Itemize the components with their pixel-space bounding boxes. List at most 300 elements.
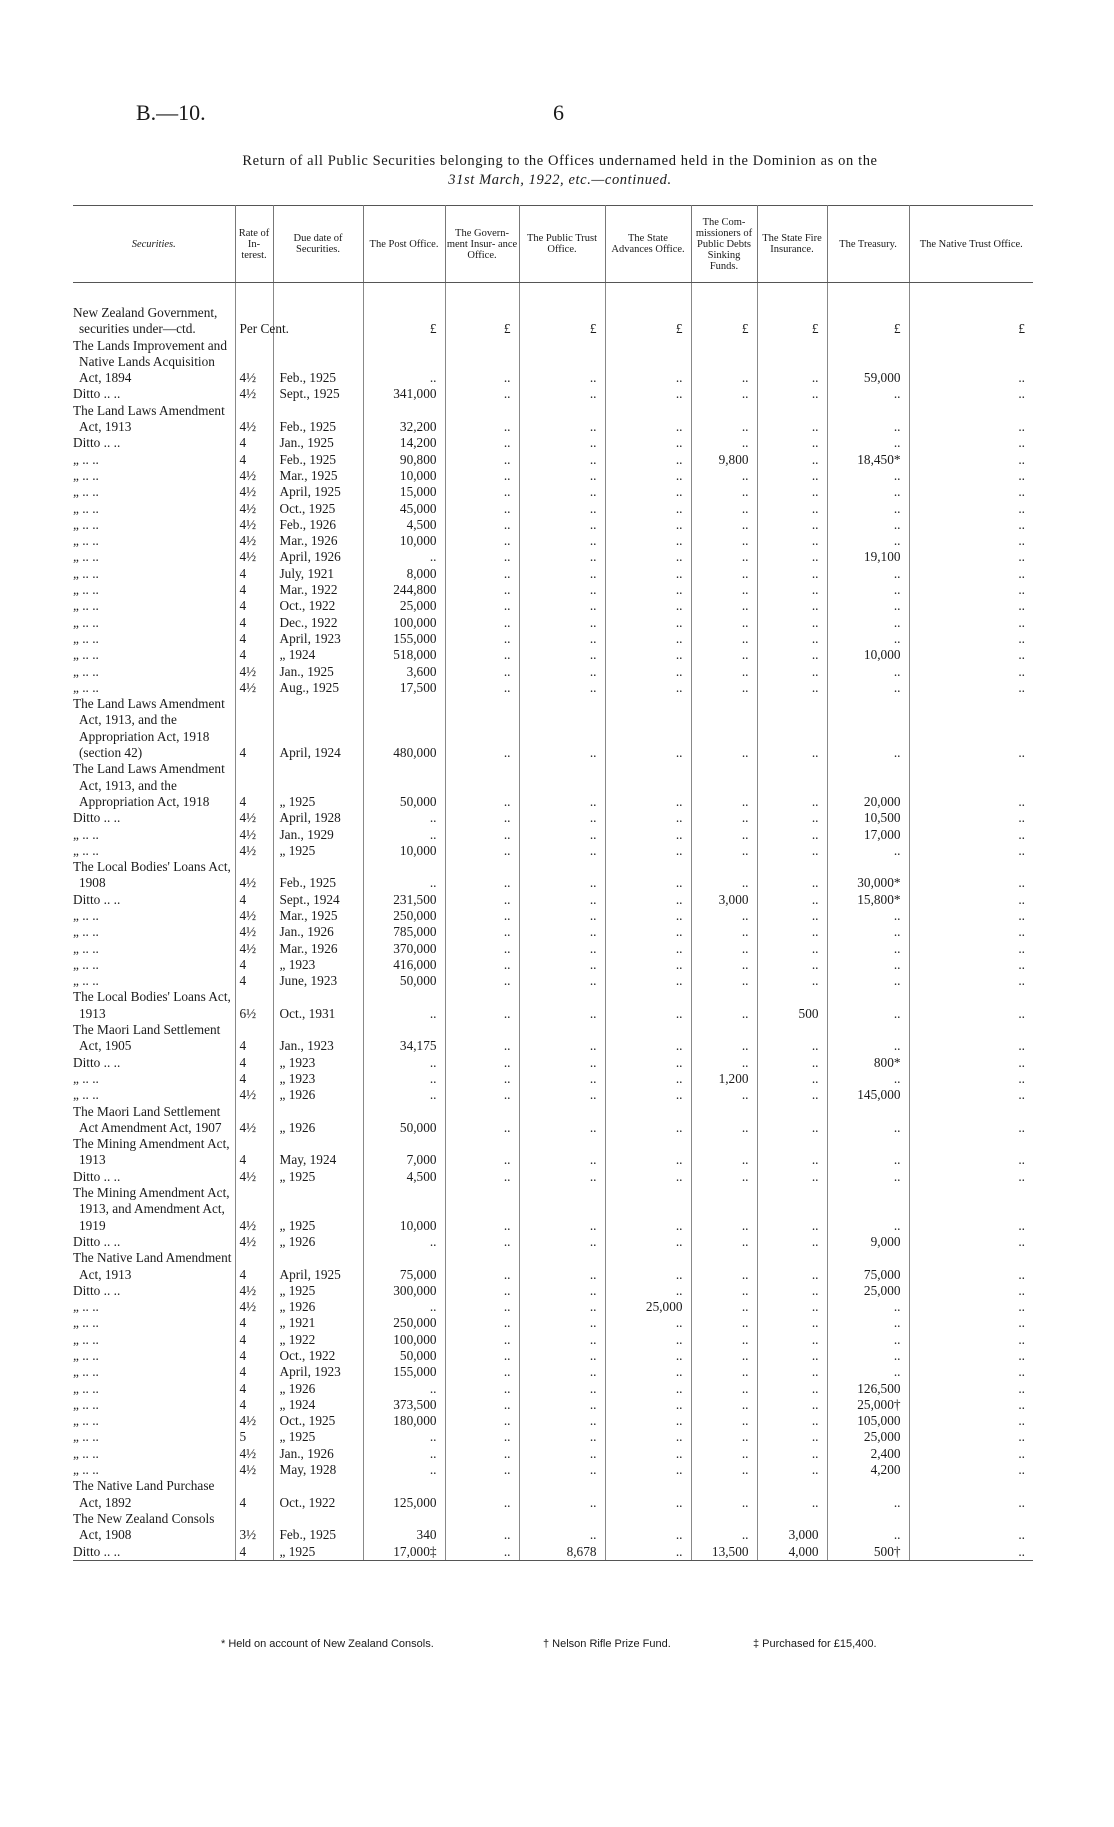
table-cell: ..	[519, 1381, 605, 1397]
table-cell: „ .. ..	[73, 452, 235, 468]
table-cell: ..	[605, 1348, 691, 1364]
table-cell: Oct., 1922	[273, 1348, 363, 1364]
table-cell: ..	[827, 941, 909, 957]
column-header: The Post Office.	[363, 206, 445, 283]
footnote-rifle-fund: † Nelson Rifle Prize Fund.	[543, 1638, 671, 1650]
table-cell: ..	[445, 908, 519, 924]
table-cell: The Native Land Amendment Act, 1913	[73, 1250, 235, 1283]
table-row	[73, 1332, 1033, 1348]
table-cell: ..	[691, 843, 757, 859]
table-cell: 125,000	[363, 1478, 445, 1511]
table-cell: ..	[605, 631, 691, 647]
table-cell: ..	[445, 957, 519, 973]
column-header: The Govern- ment Insur- ance Office.	[445, 206, 519, 283]
table-cell: ..	[1018, 614, 1025, 630]
table-cell: ..	[519, 680, 605, 696]
table-cell: 50,000	[363, 1104, 445, 1137]
table-cell: ..	[363, 810, 445, 826]
table-row	[73, 1381, 1033, 1397]
table-cell: ..	[519, 664, 605, 680]
table-cell: ..	[445, 1022, 519, 1055]
table-cell: ..	[445, 1332, 519, 1348]
table-cell: ..	[519, 452, 605, 468]
table-cell: ..	[445, 1169, 519, 1185]
table-cell: Dec., 1922	[273, 615, 363, 631]
table-cell: 4	[235, 892, 273, 908]
table-row	[73, 1299, 1033, 1315]
table-cell: ..	[605, 1381, 691, 1397]
table-cell: 4½	[235, 827, 273, 843]
table-cell: ..	[691, 1185, 757, 1234]
table-cell: ..	[519, 549, 605, 565]
table-cell: ..	[827, 680, 909, 696]
table-cell: ..	[363, 1055, 445, 1071]
table-cell: ..	[1018, 1152, 1025, 1168]
table-cell: ..	[827, 957, 909, 973]
table-row	[73, 827, 1033, 843]
column-header: The State Fire Insurance.	[757, 206, 827, 283]
table-cell: ..	[605, 484, 691, 500]
table-cell: 4½	[235, 468, 273, 484]
table-cell: „ .. ..	[73, 1087, 235, 1103]
table-cell: ..	[1018, 842, 1025, 858]
table-cell: „ .. ..	[73, 908, 235, 924]
table-cell: ..	[691, 468, 757, 484]
table-cell: „ .. ..	[73, 647, 235, 663]
table-cell: ..	[1018, 745, 1025, 761]
table-row	[73, 484, 1033, 500]
table-cell: 30,000*	[827, 859, 909, 892]
table-cell: ..	[757, 1332, 827, 1348]
table-cell: 59,000	[827, 338, 909, 387]
table-cell: ..	[757, 908, 827, 924]
table-cell: ..	[691, 435, 757, 451]
table-cell: 4	[235, 1136, 273, 1169]
table-cell: ..	[757, 1071, 827, 1087]
table-cell: ..	[519, 533, 605, 549]
table-cell: ..	[1018, 582, 1025, 598]
table-cell: ..	[1018, 565, 1025, 581]
table-cell: Ditto .. ..	[73, 435, 235, 451]
table-cell: 4½	[235, 859, 273, 892]
table-cell: ..	[1018, 973, 1025, 989]
table-cell: ..	[691, 1022, 757, 1055]
table-cell: ..	[519, 1104, 605, 1137]
table-cell: ..	[757, 484, 827, 500]
table-cell: ..	[757, 1315, 827, 1331]
table-cell: ..	[757, 452, 827, 468]
table-cell: ..	[1018, 1282, 1025, 1298]
table-cell: 4	[235, 566, 273, 582]
table-cell: ..	[691, 1397, 757, 1413]
table-cell: 45,000	[363, 501, 445, 517]
table-cell: ..	[757, 664, 827, 680]
table-cell: ..	[519, 484, 605, 500]
table-cell: ..	[445, 664, 519, 680]
table-cell: ..	[363, 989, 445, 1022]
table-cell: ..	[757, 827, 827, 843]
table-cell: ..	[519, 908, 605, 924]
table-row	[73, 1022, 1033, 1055]
table-cell: ..	[605, 647, 691, 663]
table-cell: „ 1925	[273, 1169, 363, 1185]
table-row	[73, 859, 1033, 892]
table-cell: June, 1923	[273, 973, 363, 989]
table-cell: 4½	[235, 1169, 273, 1185]
table-cell: 32,200	[363, 403, 445, 436]
table-cell: ..	[691, 484, 757, 500]
table-cell: „ 1925	[273, 843, 363, 859]
table-cell	[519, 283, 605, 306]
table-cell: ..	[519, 1462, 605, 1478]
table-cell: April, 1923	[273, 1364, 363, 1380]
table-cell: ..	[827, 484, 909, 500]
table-cell: „ .. ..	[73, 680, 235, 696]
table-cell: ..	[445, 582, 519, 598]
table-cell: ..	[605, 892, 691, 908]
table-cell: Ditto .. ..	[73, 810, 235, 826]
table-cell: 14,200	[363, 435, 445, 451]
table-cell: ..	[757, 761, 827, 810]
table-cell: ..	[691, 403, 757, 436]
table-cell: ..	[445, 1104, 519, 1137]
table-cell: ..	[445, 761, 519, 810]
table-cell: ..	[445, 680, 519, 696]
table-cell: ..	[445, 1397, 519, 1413]
table-cell: ..	[605, 908, 691, 924]
table-row	[73, 1104, 1033, 1137]
table-cell: „ .. ..	[73, 582, 235, 598]
table-cell: 4	[235, 1055, 273, 1071]
table-cell: ..	[605, 1104, 691, 1137]
table-cell: ..	[519, 517, 605, 533]
table-row	[73, 1413, 1033, 1429]
table-cell: „ .. ..	[73, 598, 235, 614]
table-cell: ..	[691, 386, 757, 402]
table-cell: ..	[757, 1462, 827, 1478]
table-cell: 4½	[235, 1087, 273, 1103]
table-cell: 3,600	[363, 664, 445, 680]
table-cell: 4	[235, 1250, 273, 1283]
table-cell: ..	[757, 1429, 827, 1445]
table-cell: ..	[519, 1397, 605, 1413]
table-cell: 4	[235, 1071, 273, 1087]
table-cell: ..	[757, 1136, 827, 1169]
table-cell: ..	[757, 973, 827, 989]
table-cell: 4	[235, 1478, 273, 1511]
table-cell: ..	[1018, 1054, 1025, 1070]
table-cell: „ .. ..	[73, 1299, 235, 1315]
table-cell: ..	[445, 549, 519, 565]
table-cell: Feb., 1926	[273, 517, 363, 533]
table-cell: ..	[445, 1478, 519, 1511]
table-cell: 4½	[235, 664, 273, 680]
table-cell: 8,678	[519, 1544, 605, 1561]
table-cell: ..	[757, 1185, 827, 1234]
table-cell	[827, 283, 909, 306]
table-cell: ..	[519, 1087, 605, 1103]
table-cell: ..	[827, 1299, 909, 1315]
table-cell: ..	[519, 1071, 605, 1087]
table-cell: 370,000	[363, 941, 445, 957]
table-cell: 100,000	[363, 1332, 445, 1348]
table-cell: 10,000	[363, 843, 445, 859]
table-cell: ..	[519, 810, 605, 826]
table-cell: ..	[1018, 1429, 1025, 1445]
table-cell: „ .. ..	[73, 1348, 235, 1364]
table-cell: 17,000‡	[363, 1544, 445, 1561]
table-row	[73, 517, 1033, 533]
table-cell: ..	[445, 452, 519, 468]
table-row	[73, 533, 1033, 549]
table-cell: The Local Bodies' Loans Act, 1908	[73, 859, 235, 892]
table-cell: ..	[827, 1071, 909, 1087]
table-cell: ..	[519, 1511, 605, 1544]
table-row	[73, 1364, 1033, 1380]
table-cell: 6½	[235, 989, 273, 1022]
table-row	[73, 549, 1033, 565]
table-cell: Ditto .. ..	[73, 892, 235, 908]
table-cell: ..	[605, 1283, 691, 1299]
table-cell: 4	[235, 435, 273, 451]
table-cell: 75,000	[363, 1250, 445, 1283]
table-cell: „ .. ..	[73, 549, 235, 565]
table-cell: ..	[605, 680, 691, 696]
table-row	[73, 843, 1033, 859]
table-cell: ..	[445, 435, 519, 451]
table-cell: 3,000	[691, 892, 757, 908]
table-cell: „ .. ..	[73, 566, 235, 582]
table-cell: 341,000	[363, 386, 445, 402]
securities-table	[73, 205, 1033, 1561]
table-cell: ..	[605, 386, 691, 402]
table-cell: ..	[445, 696, 519, 761]
table-cell: ..	[445, 566, 519, 582]
table-cell: ..	[757, 680, 827, 696]
table-cell: 4	[235, 615, 273, 631]
table-cell: ..	[1018, 940, 1025, 956]
table-cell: ..	[605, 403, 691, 436]
table-cell: ..	[605, 989, 691, 1022]
table-cell: 4	[235, 1544, 273, 1561]
table-cell: 4	[235, 582, 273, 598]
table-cell: ..	[519, 403, 605, 436]
table-cell: Ditto .. ..	[73, 1055, 235, 1071]
table-cell: ..	[605, 1462, 691, 1478]
table-cell: ..	[519, 973, 605, 989]
table-cell: Mar., 1925	[273, 468, 363, 484]
table-cell: 4½	[235, 484, 273, 500]
table-cell: ..	[605, 1087, 691, 1103]
table-cell: July, 1921	[273, 566, 363, 582]
table-cell: 4,200	[827, 1462, 909, 1478]
table-cell: ..	[519, 1348, 605, 1364]
table-cell: 25,000	[363, 598, 445, 614]
table-cell: ..	[445, 1283, 519, 1299]
title-line-1: Return of all Public Securities belonging to the Offices undernamed held in the Dominion as on the	[242, 153, 878, 169]
table-cell: ..	[605, 696, 691, 761]
table-cell: ..	[445, 1071, 519, 1087]
table-cell: „ .. ..	[73, 664, 235, 680]
table-cell: Aug., 1925	[273, 680, 363, 696]
table-cell: 785,000	[363, 924, 445, 940]
table-cell: 4	[235, 761, 273, 810]
table-cell: ..	[445, 924, 519, 940]
table-cell: ..	[605, 1022, 691, 1055]
table-cell: ..	[605, 435, 691, 451]
table-cell: ..	[445, 1462, 519, 1478]
table-cell: „ 1925	[273, 1429, 363, 1445]
table-cell: ..	[827, 1332, 909, 1348]
table-cell: „ .. ..	[73, 957, 235, 973]
table-cell: £	[445, 305, 519, 338]
table-cell: The Lands Improvement and Native Lands Acquisition Act, 1894	[73, 338, 235, 387]
table-cell: 13,500	[691, 1544, 757, 1561]
table-cell: ..	[605, 566, 691, 582]
table-cell: ..	[691, 1169, 757, 1185]
table-cell: „ .. ..	[73, 1429, 235, 1445]
table-cell: The Mining Amendment Act, 1913, and Amendment Act, 1919	[73, 1185, 235, 1234]
table-cell: ..	[1018, 1217, 1025, 1233]
table-cell: Jan., 1926	[273, 924, 363, 940]
table-cell: 4	[235, 1364, 273, 1380]
table-cell: 25,000	[827, 1429, 909, 1445]
table-cell: ..	[445, 615, 519, 631]
table-cell: ..	[1018, 1494, 1025, 1510]
table-cell: ..	[691, 827, 757, 843]
table-cell: ..	[605, 1413, 691, 1429]
table-cell: ..	[445, 892, 519, 908]
table-cell: ..	[605, 1511, 691, 1544]
table-cell: ..	[605, 941, 691, 957]
table-cell: ..	[605, 1055, 691, 1071]
table-cell: 4½	[235, 549, 273, 565]
table-cell: ..	[691, 1315, 757, 1331]
table-cell: ..	[519, 468, 605, 484]
table-cell: 340	[363, 1511, 445, 1544]
table-cell: „ 1926	[273, 1299, 363, 1315]
table-cell: „ .. ..	[73, 973, 235, 989]
table-cell: ..	[827, 908, 909, 924]
table-cell	[235, 283, 273, 306]
table-cell: ..	[519, 1169, 605, 1185]
table-cell: ..	[1018, 467, 1025, 483]
table-cell: ..	[757, 501, 827, 517]
table-cell: ..	[445, 859, 519, 892]
table-cell: ..	[605, 452, 691, 468]
table-cell: 4,500	[363, 517, 445, 533]
table-cell: ..	[445, 1544, 519, 1561]
table-cell: ..	[757, 582, 827, 598]
table-cell: ..	[519, 1299, 605, 1315]
table-cell: ..	[691, 859, 757, 892]
table-cell: ..	[519, 761, 605, 810]
table-cell: ..	[691, 1446, 757, 1462]
table-cell: ..	[827, 843, 909, 859]
table-cell: ..	[757, 810, 827, 826]
table-cell: ..	[827, 1185, 909, 1234]
table-cell: 4½	[235, 338, 273, 387]
table-cell: ..	[519, 1136, 605, 1169]
table-cell: ..	[827, 664, 909, 680]
table-cell: ..	[827, 1169, 909, 1185]
table-cell: „ .. ..	[73, 1315, 235, 1331]
table-cell: ..	[445, 484, 519, 500]
table-cell: ..	[827, 468, 909, 484]
table-cell: 4	[235, 696, 273, 761]
table-cell: The Land Laws Amendment Act, 1913	[73, 403, 235, 436]
table-cell: ..	[827, 615, 909, 631]
table-cell: ..	[605, 1071, 691, 1087]
table-cell: 4½	[235, 1234, 273, 1250]
table-cell: Per Cent.	[235, 305, 273, 338]
column-header: Rate of In- terest.	[235, 206, 273, 283]
table-cell: ..	[1018, 810, 1025, 826]
table-cell: New Zealand Government, securities under—ctd.	[73, 305, 235, 338]
table-cell: ..	[691, 1332, 757, 1348]
table-cell: „ 1923	[273, 957, 363, 973]
table-cell: ..	[691, 1364, 757, 1380]
table-cell: „ .. ..	[73, 615, 235, 631]
table-cell: ..	[757, 1234, 827, 1250]
table-cell: ..	[445, 1250, 519, 1283]
table-cell: ..	[691, 696, 757, 761]
table-cell: 8,000	[363, 566, 445, 582]
table-cell: ..	[605, 810, 691, 826]
table-cell: 10,000	[363, 468, 445, 484]
table-cell: The New Zealand Consols Act, 1908	[73, 1511, 235, 1544]
table-cell: 5	[235, 1429, 273, 1445]
table-row	[73, 696, 1033, 761]
table-cell: „ .. ..	[73, 827, 235, 843]
table-row	[73, 1071, 1033, 1087]
table-cell: ..	[605, 1446, 691, 1462]
table-cell: ..	[691, 1511, 757, 1544]
table-cell: ..	[1018, 1005, 1025, 1021]
table-cell: The Local Bodies' Loans Act, 1913	[73, 989, 235, 1022]
table-cell: ..	[757, 1283, 827, 1299]
table-cell: ..	[605, 598, 691, 614]
table-row	[73, 1283, 1033, 1299]
table-cell: ..	[757, 924, 827, 940]
table-cell: April, 1925	[273, 484, 363, 500]
table-row	[73, 1087, 1033, 1103]
table-cell: ..	[363, 1381, 445, 1397]
table-cell: ..	[1018, 1087, 1025, 1103]
table-cell: 180,000	[363, 1413, 445, 1429]
table-cell: ..	[445, 1234, 519, 1250]
table-row	[73, 338, 1033, 387]
table-cell: ..	[363, 827, 445, 843]
table-cell: ..	[363, 1087, 445, 1103]
table-cell: ..	[757, 533, 827, 549]
table-cell: ..	[1018, 419, 1025, 435]
table-cell: ..	[445, 989, 519, 1022]
table-row	[73, 1055, 1033, 1071]
table-cell: ..	[519, 1055, 605, 1071]
table-cell: ..	[1018, 1315, 1025, 1331]
table-cell: 18,450*	[827, 452, 909, 468]
table-cell: 9,800	[691, 452, 757, 468]
table-cell: ..	[445, 1381, 519, 1397]
table-cell	[605, 283, 691, 306]
table-cell: ..	[1018, 907, 1025, 923]
table-cell: ..	[445, 338, 519, 387]
table-cell: 4½	[235, 680, 273, 696]
table-cell: ..	[691, 631, 757, 647]
table-cell: Oct., 1931	[273, 989, 363, 1022]
table-cell: „ .. ..	[73, 484, 235, 500]
